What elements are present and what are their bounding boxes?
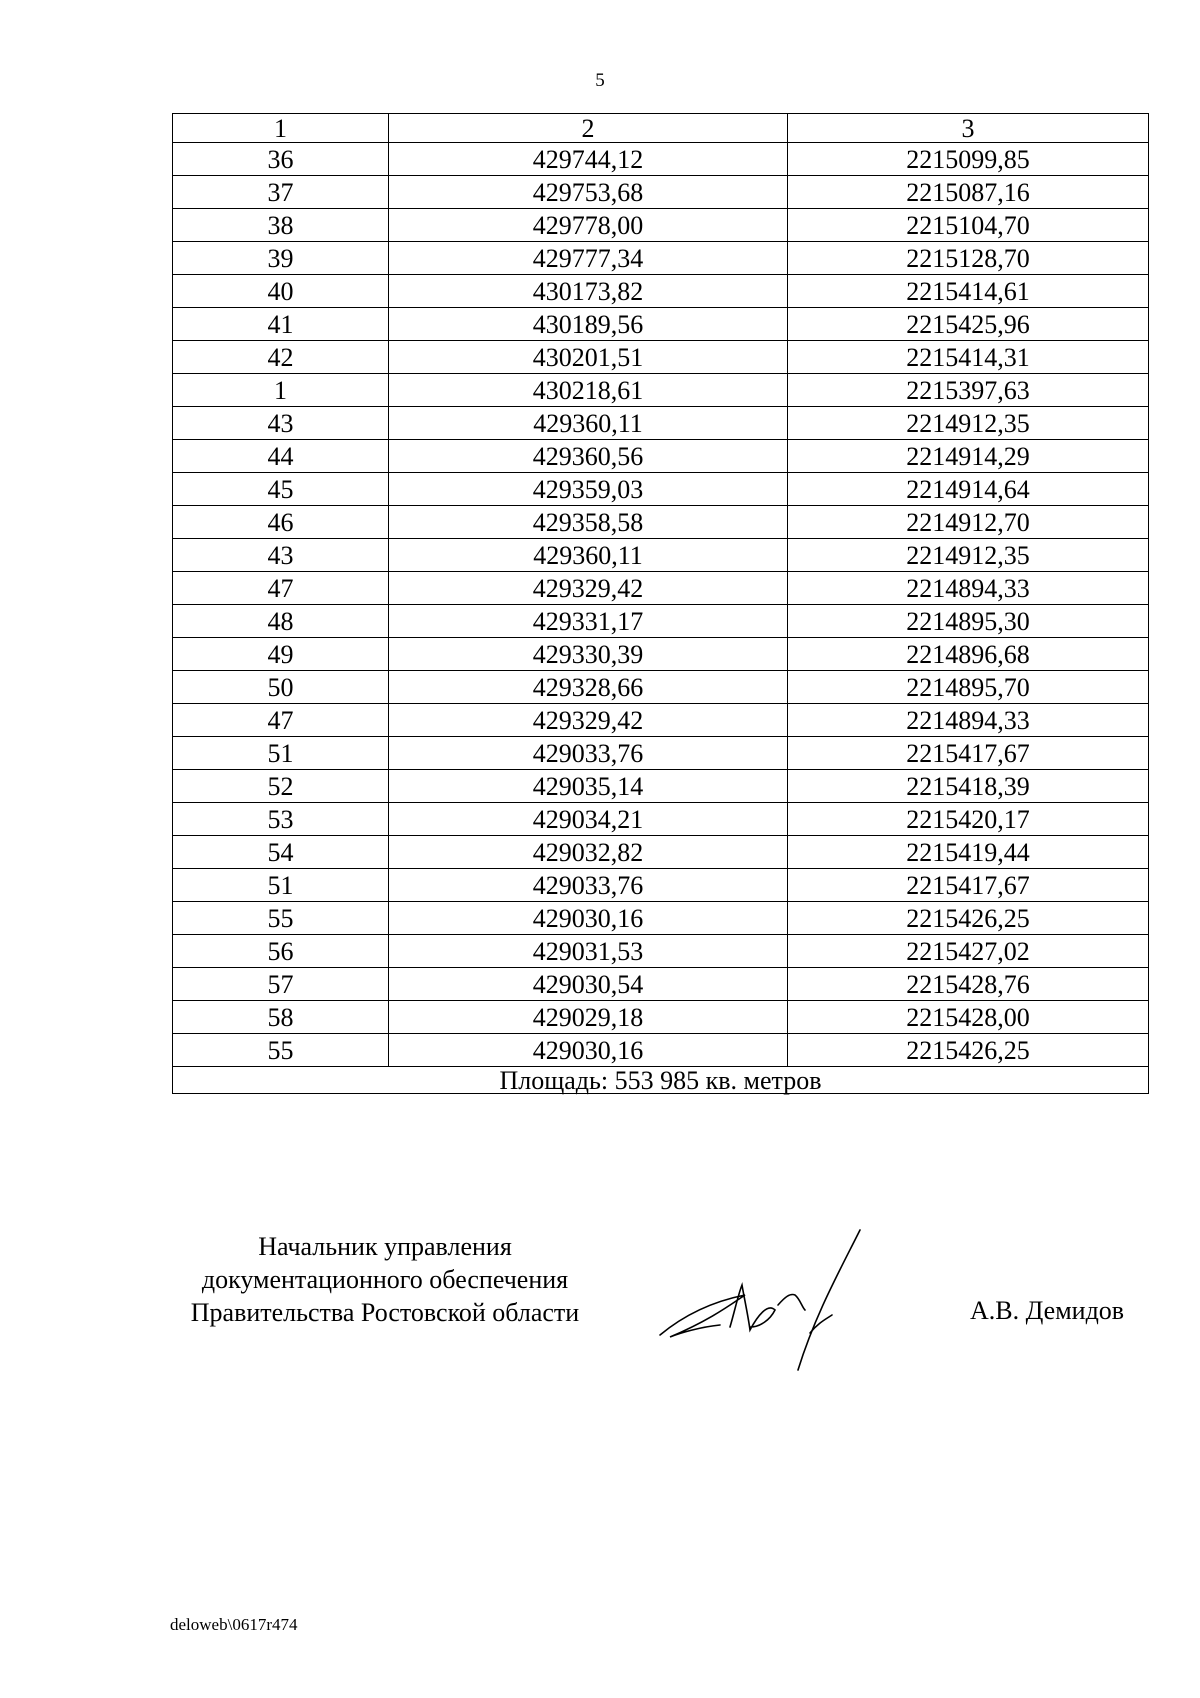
x-coordinate-cell: 429360,11 [389,407,788,440]
x-coordinate-cell: 429359,03 [389,473,788,506]
point-number-cell: 57 [173,968,389,1001]
table-header-cell: 3 [788,114,1149,143]
table-row [173,1034,1149,1067]
y-coordinate-cell: 2215417,67 [788,737,1149,770]
table-row [173,803,1149,836]
point-number-cell: 50 [173,671,389,704]
point-number-cell: 53 [173,803,389,836]
y-coordinate-cell: 2215099,85 [788,143,1149,176]
y-coordinate-cell: 2215397,63 [788,374,1149,407]
x-coordinate-cell: 430173,82 [389,275,788,308]
y-coordinate-cell: 2215426,25 [788,902,1149,935]
point-number-cell: 38 [173,209,389,242]
x-coordinate-cell: 429034,21 [389,803,788,836]
table-row [173,440,1149,473]
x-coordinate-cell: 429744,12 [389,143,788,176]
table-row [173,506,1149,539]
point-number-cell: 49 [173,638,389,671]
area-total: Площадь: 553 985 кв. метров [173,1067,1149,1094]
table-row [173,407,1149,440]
y-coordinate-cell: 2214912,70 [788,506,1149,539]
x-coordinate-cell: 429035,14 [389,770,788,803]
y-coordinate-cell: 2215414,61 [788,275,1149,308]
x-coordinate-cell: 429330,39 [389,638,788,671]
x-coordinate-cell: 430189,56 [389,308,788,341]
table-row [173,935,1149,968]
y-coordinate-cell: 2215128,70 [788,242,1149,275]
signer-position-line: Начальник управления [258,1232,512,1261]
x-coordinate-cell: 429030,54 [389,968,788,1001]
point-number-cell: 36 [173,143,389,176]
point-number-cell: 58 [173,1001,389,1034]
point-number-cell: 55 [173,902,389,935]
table-header-cell: 1 [173,114,389,143]
point-number-cell: 42 [173,341,389,374]
x-coordinate-cell: 429360,11 [389,539,788,572]
table-row [173,737,1149,770]
table-row [173,308,1149,341]
point-number-cell: 55 [173,1034,389,1067]
y-coordinate-cell: 2214894,33 [788,572,1149,605]
x-coordinate-cell: 429030,16 [389,902,788,935]
y-coordinate-cell: 2214894,33 [788,704,1149,737]
x-coordinate-cell: 429033,76 [389,737,788,770]
y-coordinate-cell: 2215420,17 [788,803,1149,836]
table-row [173,473,1149,506]
table-row [173,968,1149,1001]
table-row [173,539,1149,572]
signer-position [170,1230,600,1329]
table-row [173,605,1149,638]
point-number-cell: 43 [173,539,389,572]
document-id: deloweb\0617r474 [170,1615,298,1634]
x-coordinate-cell: 429328,66 [389,671,788,704]
x-coordinate-cell: 429331,17 [389,605,788,638]
point-number-cell: 1 [173,374,389,407]
y-coordinate-cell: 2214895,30 [788,605,1149,638]
point-number-cell: 46 [173,506,389,539]
x-coordinate-cell: 430201,51 [389,341,788,374]
point-number-cell: 39 [173,242,389,275]
y-coordinate-cell: 2215419,44 [788,836,1149,869]
y-coordinate-cell: 2214912,35 [788,539,1149,572]
x-coordinate-cell: 429329,42 [389,704,788,737]
y-coordinate-cell: 2215104,70 [788,209,1149,242]
point-number-cell: 37 [173,176,389,209]
x-coordinate-cell: 429360,56 [389,440,788,473]
y-coordinate-cell: 2214914,29 [788,440,1149,473]
table-row [173,572,1149,605]
table-row [173,143,1149,176]
y-coordinate-cell: 2214896,68 [788,638,1149,671]
handwritten-signature [650,1215,910,1375]
x-coordinate-cell: 429030,16 [389,1034,788,1067]
y-coordinate-cell: 2215418,39 [788,770,1149,803]
table-row [173,638,1149,671]
y-coordinate-cell: 2214912,35 [788,407,1149,440]
area-row [173,1067,1149,1094]
point-number-cell: 48 [173,605,389,638]
point-number-cell: 51 [173,737,389,770]
y-coordinate-cell: 2215428,76 [788,968,1149,1001]
point-number-cell: 52 [173,770,389,803]
signer-position-line: документационного обеспечения [201,1265,569,1294]
table-row [173,275,1149,308]
table-row [173,209,1149,242]
y-coordinate-cell: 2215426,25 [788,1034,1149,1067]
y-coordinate-cell: 2215428,00 [788,1001,1149,1034]
x-coordinate-cell: 429033,76 [389,869,788,902]
x-coordinate-cell: 429032,82 [389,836,788,869]
x-coordinate-cell: 429778,00 [389,209,788,242]
table-row [173,902,1149,935]
x-coordinate-cell: 429031,53 [389,935,788,968]
point-number-cell: 40 [173,275,389,308]
x-coordinate-cell: 429753,68 [389,176,788,209]
x-coordinate-cell: 429029,18 [389,1001,788,1034]
point-number-cell: 56 [173,935,389,968]
point-number-cell: 51 [173,869,389,902]
signer-position-line: Правительства Ростовской области [190,1298,580,1327]
page-number: 5 [595,70,605,91]
point-number-cell: 47 [173,572,389,605]
y-coordinate-cell: 2215425,96 [788,308,1149,341]
table-row [173,869,1149,902]
table-row [173,1001,1149,1034]
x-coordinate-cell: 430218,61 [389,374,788,407]
y-coordinate-cell: 2215087,16 [788,176,1149,209]
table-header-row [173,114,1149,143]
point-number-cell: 43 [173,407,389,440]
table-row [173,704,1149,737]
point-number-cell: 47 [173,704,389,737]
y-coordinate-cell: 2215427,02 [788,935,1149,968]
y-coordinate-cell: 2215414,31 [788,341,1149,374]
table-row [173,242,1149,275]
y-coordinate-cell: 2215417,67 [788,869,1149,902]
table-header-cell: 2 [389,114,788,143]
table-row [173,836,1149,869]
point-number-cell: 44 [173,440,389,473]
x-coordinate-cell: 429329,42 [389,572,788,605]
x-coordinate-cell: 429358,58 [389,506,788,539]
y-coordinate-cell: 2214914,64 [788,473,1149,506]
point-number-cell: 54 [173,836,389,869]
point-number-cell: 41 [173,308,389,341]
table-row [173,176,1149,209]
table-row [173,374,1149,407]
signer-name: А.В. Демидов [970,1296,1125,1325]
x-coordinate-cell: 429777,34 [389,242,788,275]
coordinates-table [172,113,1149,1094]
y-coordinate-cell: 2214895,70 [788,671,1149,704]
table-row [173,341,1149,374]
point-number-cell: 45 [173,473,389,506]
table-row [173,770,1149,803]
table-row [173,671,1149,704]
